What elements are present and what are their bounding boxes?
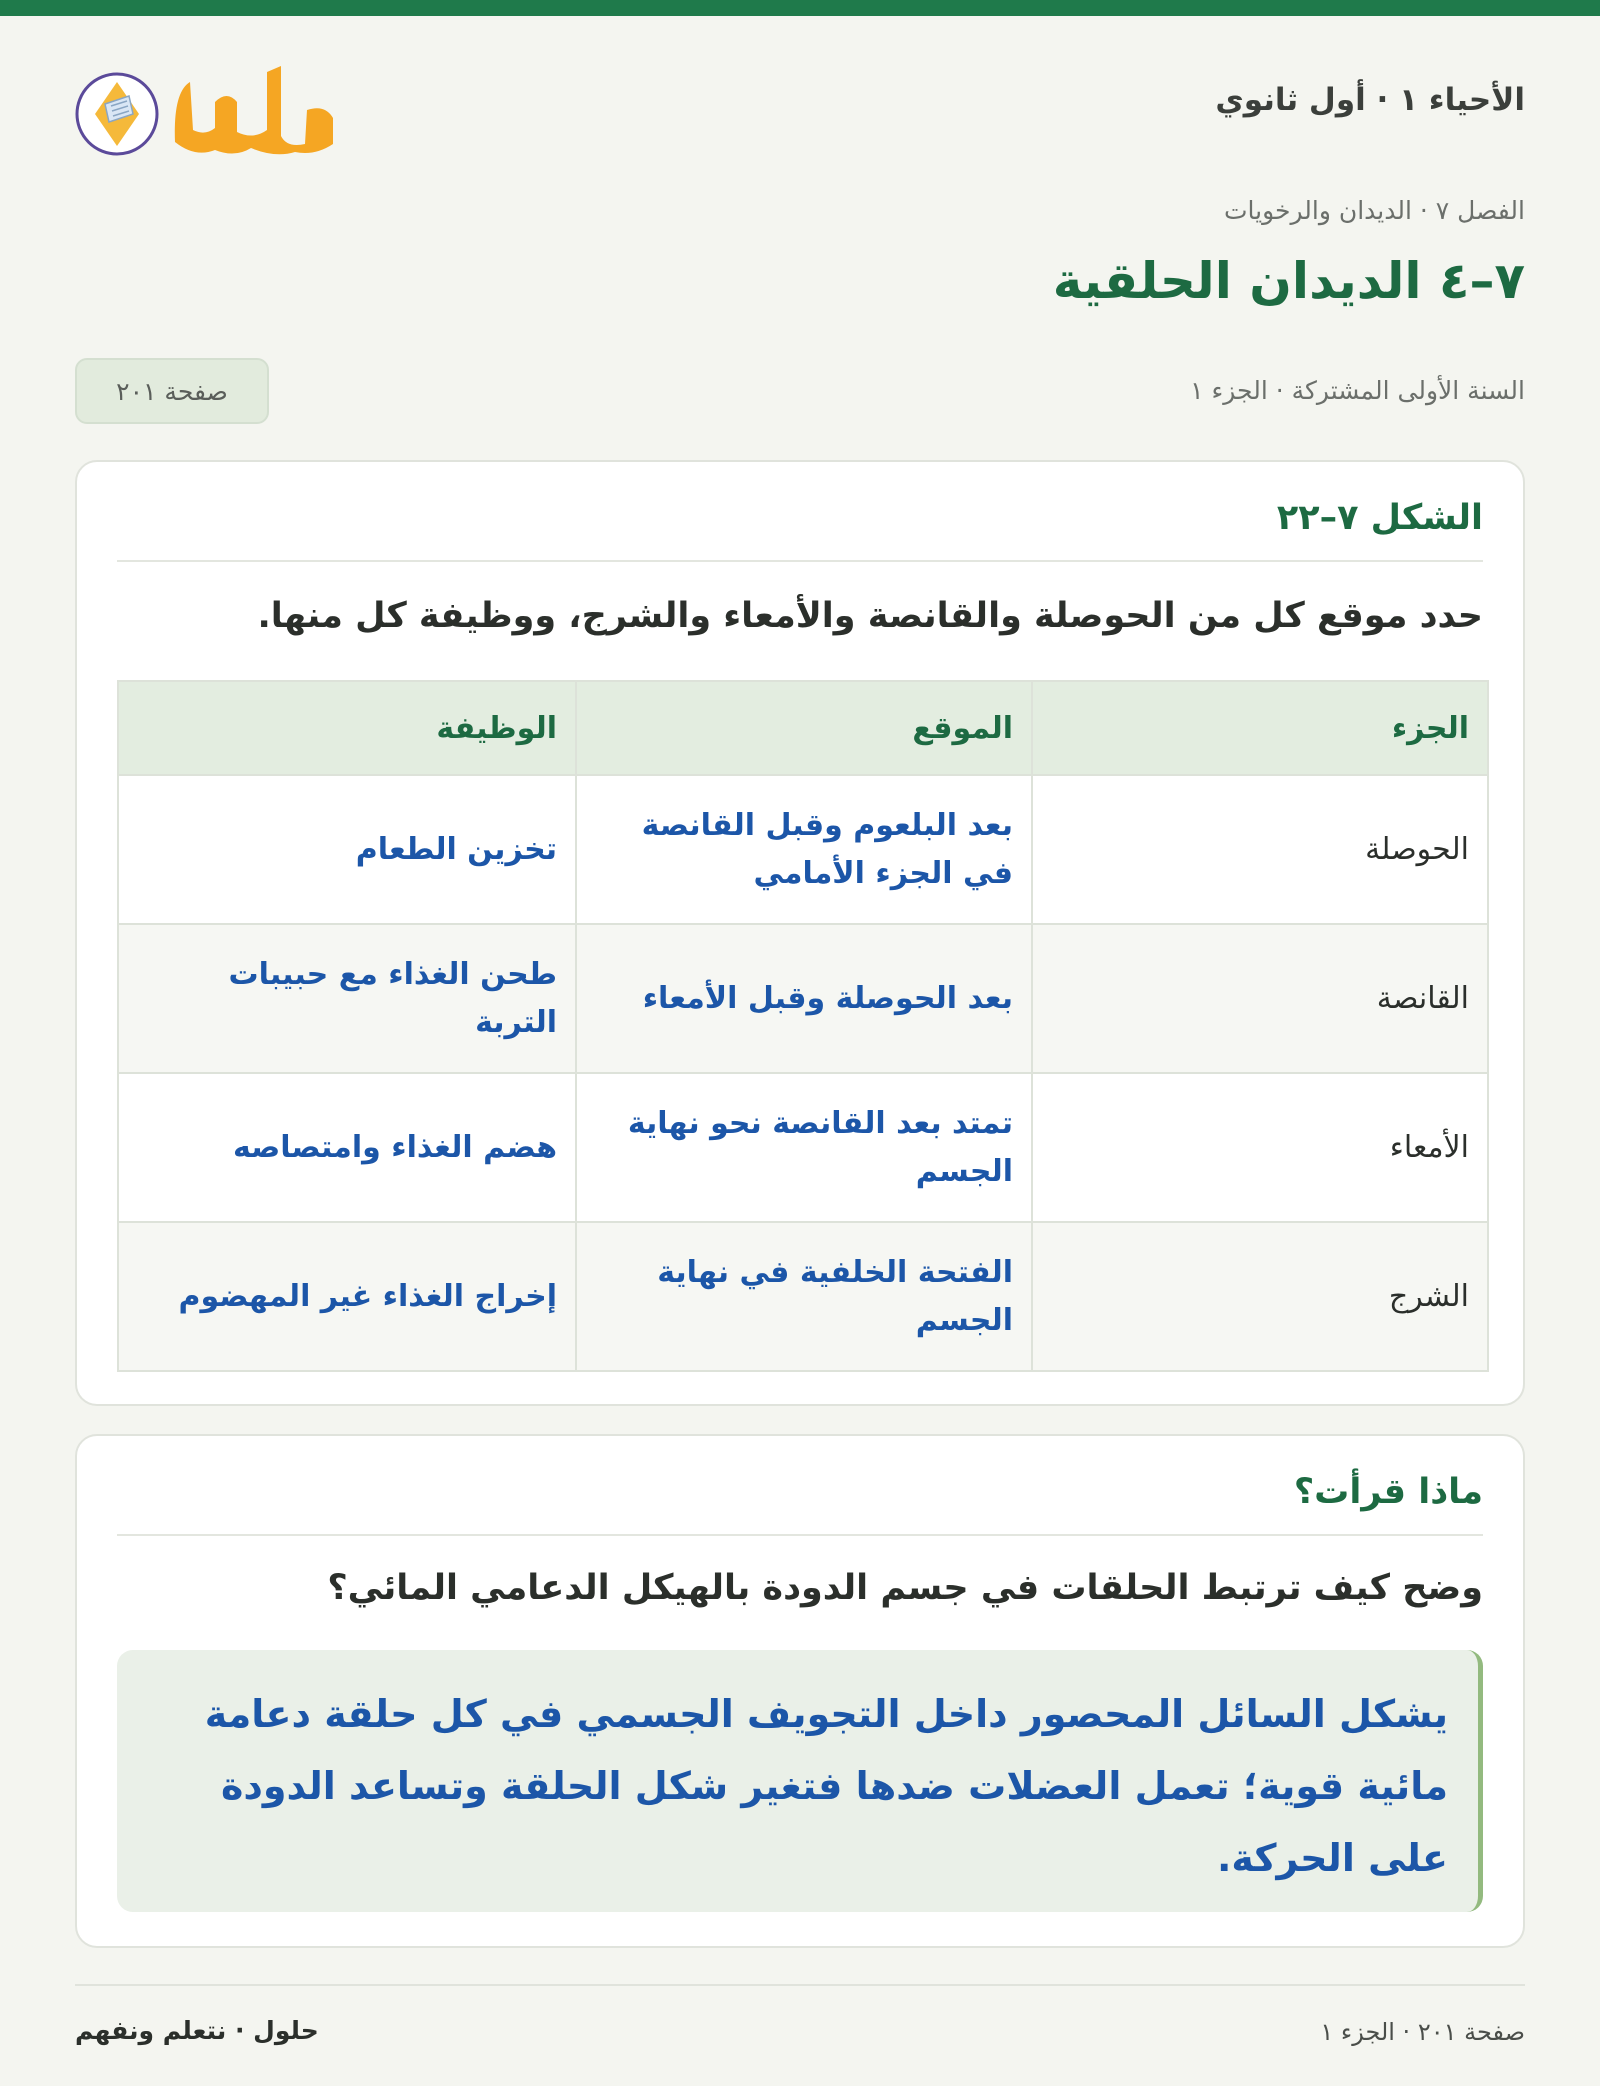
cell-function: هضم الغذاء وامتصاصه: [118, 1073, 576, 1222]
lesson-meta: السنة الأولى المشتركة · الجزء ١: [1190, 376, 1525, 405]
footer-divider: [75, 1984, 1525, 1986]
footer-brand: حلول · نتعلم ونفهم: [75, 2016, 319, 2045]
table-header-row: [118, 681, 1488, 775]
cell-location: بعد البلعوم وقبل القانصة في الجزء الأمامي: [576, 775, 1032, 924]
page-number-chip: صفحة ٢٠١: [75, 358, 269, 424]
cell-function: إخراج الغذاء غير المهضوم: [118, 1222, 576, 1371]
footer-page-info: صفحة ٢٠١ · الجزء ١: [1320, 2018, 1525, 2046]
digestive-parts-table: [117, 680, 1489, 1372]
header-part: الجزء: [1032, 681, 1488, 775]
table-row: [118, 924, 1488, 1073]
subject-label: الأحياء ١ · أول ثانوي: [1215, 82, 1525, 118]
reading-check-title: ماذا قرأت؟: [1293, 1472, 1483, 1512]
hulul-logo[interactable]: [75, 52, 345, 162]
header-location: الموقع: [576, 681, 1032, 775]
top-accent-bar: [0, 0, 1600, 16]
cell-part: الحوصلة: [1032, 775, 1488, 924]
figure-question: حدد موقع كل من الحوصلة والقانصة والأمعاء والشرج، ووظيفة كل منها.: [257, 596, 1483, 636]
reading-check-question: وضح كيف ترتبط الحلقات في جسم الدودة بالهيكل الدعامي المائي؟: [327, 1568, 1483, 1608]
page-header: [75, 50, 1525, 170]
cell-location: بعد الحوصلة وقبل الأمعاء: [576, 924, 1032, 1073]
cell-location: الفتحة الخلفية في نهاية الجسم: [576, 1222, 1032, 1371]
table-row: [118, 1222, 1488, 1371]
reading-check-card: [75, 1434, 1525, 1948]
header-function: الوظيفة: [118, 681, 576, 775]
card-divider: [117, 560, 1483, 562]
chapter-label: الفصل ٧ · الديدان والرخويات: [1224, 196, 1525, 225]
card-divider: [117, 1534, 1483, 1536]
figure-card: [75, 460, 1525, 1406]
figure-title: الشكل ٧–٢٢: [1276, 498, 1483, 538]
cell-part: الأمعاء: [1032, 1073, 1488, 1222]
cell-location: تمتد بعد القانصة نحو نهاية الجسم: [576, 1073, 1032, 1222]
cell-function: تخزين الطعام: [118, 775, 576, 924]
table-row: [118, 1073, 1488, 1222]
cell-function: طحن الغذاء مع حبيبات التربة: [118, 924, 576, 1073]
cell-part: الشرج: [1032, 1222, 1488, 1371]
table-row: [118, 775, 1488, 924]
lesson-title: ٧–٤ الديدان الحلقية: [1052, 252, 1525, 310]
cell-part: القانصة: [1032, 924, 1488, 1073]
answer-box: يشكل السائل المحصور داخل التجويف الجسمي في كل حلقة دعامة مائية قوية؛ تعمل العضلات ضدها فتغير شكل الحلقة وتساعد الدودة على الحركة.: [117, 1650, 1483, 1912]
